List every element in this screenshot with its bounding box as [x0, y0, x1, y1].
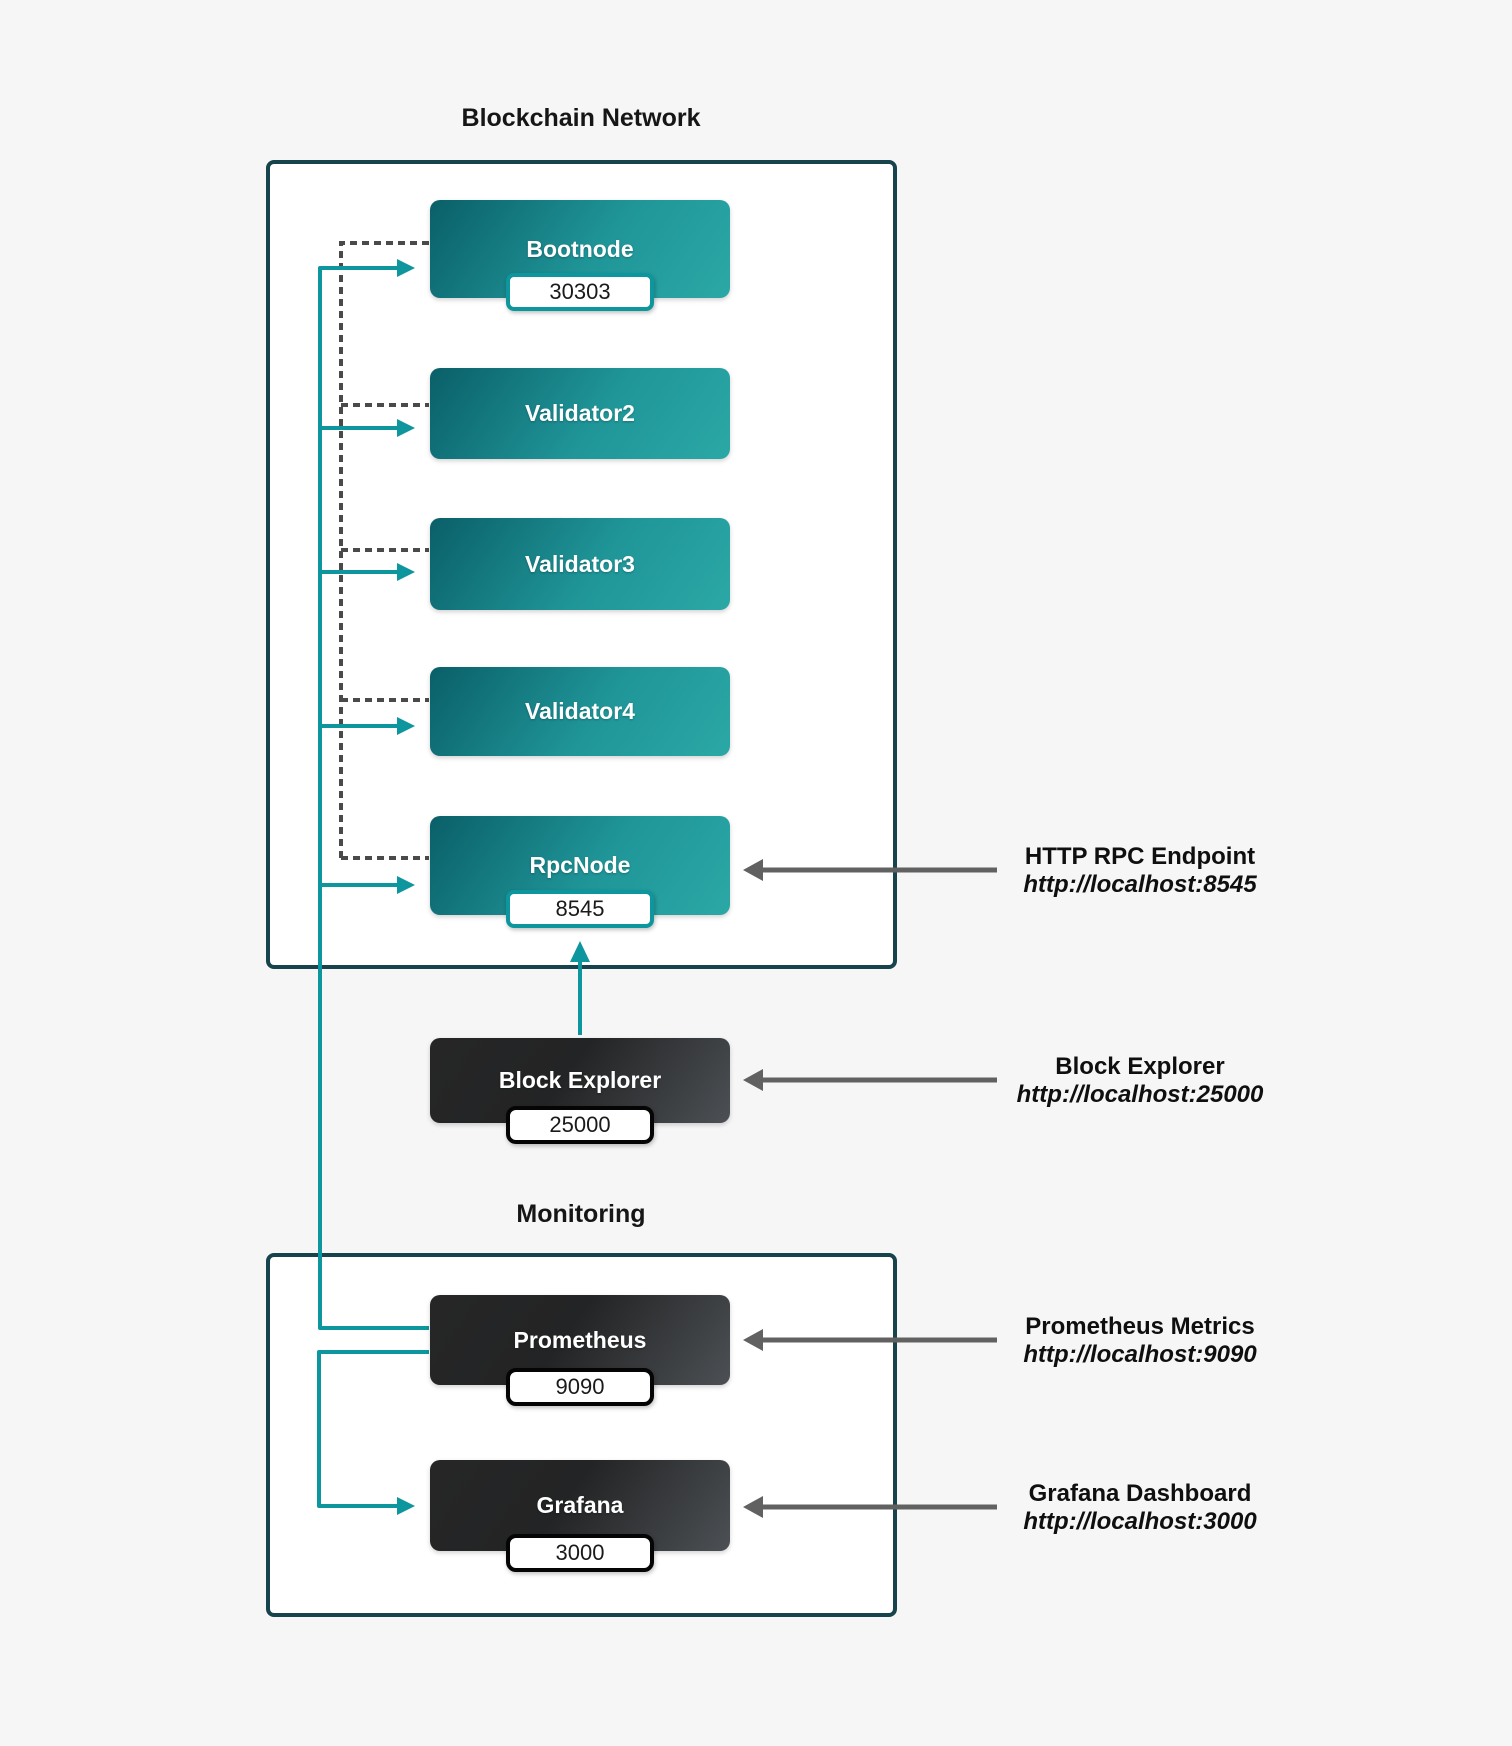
port-badge-rpcnode: 8545: [506, 890, 654, 928]
teal-link-prometheus-grafana: [319, 1352, 429, 1506]
annotation-title: Grafana Dashboard: [1028, 1480, 1252, 1507]
port-badge-block-explorer: 25000: [506, 1106, 654, 1144]
arrowhead-validator3: [397, 563, 415, 581]
node-label-block-explorer: Block Explorer: [498, 1067, 662, 1093]
port-badge-prometheus: 9090: [506, 1368, 654, 1406]
node-validator4: [430, 667, 730, 756]
arrowhead-rpcnode: [397, 876, 415, 894]
cluster-title-monitoring: Monitoring: [516, 1200, 646, 1228]
annotation-grafana-dashboard: [955, 1480, 1325, 1536]
node-validator2: [430, 368, 730, 459]
cluster-title-blockchain-network: Blockchain Network: [461, 104, 701, 132]
annotation-arrowhead-rpc: [743, 859, 763, 881]
arrowhead-bootnode: [397, 259, 415, 277]
annotation-url: http://localhost:3000: [1023, 1508, 1257, 1535]
annotation-arrowhead-grafana: [743, 1496, 763, 1518]
annotation-block-explorer: [955, 1053, 1325, 1109]
annotation-title: Prometheus Metrics: [1025, 1313, 1255, 1340]
arrowhead-grafana: [397, 1497, 415, 1515]
arrowhead-validator4: [397, 717, 415, 735]
node-label-validator4: Validator4: [525, 698, 635, 724]
node-bootnode: [430, 200, 730, 304]
arrowhead-rpcnode-port: [570, 941, 590, 962]
annotation-arrowheads: [743, 859, 763, 1518]
arrowhead-validator2: [397, 419, 415, 437]
node-rpcnode: [430, 816, 730, 921]
node-grafana: [430, 1460, 730, 1565]
node-label-rpcnode: RpcNode: [529, 852, 631, 878]
annotation-title: HTTP RPC Endpoint: [1024, 843, 1256, 870]
node-label-validator2: Validator2: [525, 400, 635, 426]
port-badge-grafana: 3000: [506, 1534, 654, 1572]
node-prometheus: [430, 1295, 730, 1399]
node-validator3: [430, 518, 730, 610]
annotation-url: http://localhost:9090: [1023, 1341, 1257, 1368]
node-label-validator3: Validator3: [525, 550, 635, 577]
annotation-url: http://localhost:8545: [1023, 871, 1257, 898]
port-badge-bootnode: 30303: [506, 273, 654, 311]
dashed-connector-bus: [341, 243, 429, 858]
node-block-explorer: [430, 1038, 730, 1137]
node-label-grafana: Grafana: [536, 1492, 624, 1518]
annotation-title: Block Explorer: [1055, 1053, 1225, 1080]
annotation-arrow-lines: [763, 870, 997, 1507]
annotation-arrowhead-prometheus: [743, 1329, 763, 1351]
annotation-url: http://localhost:25000: [1016, 1081, 1264, 1108]
node-label-prometheus: Prometheus: [513, 1326, 647, 1353]
annotation-arrowhead-blockexplorer: [743, 1069, 763, 1091]
annotation-prometheus-metrics: [955, 1313, 1325, 1369]
node-label-bootnode: Bootnode: [526, 235, 634, 262]
annotation-http-rpc-endpoint: [955, 843, 1325, 899]
